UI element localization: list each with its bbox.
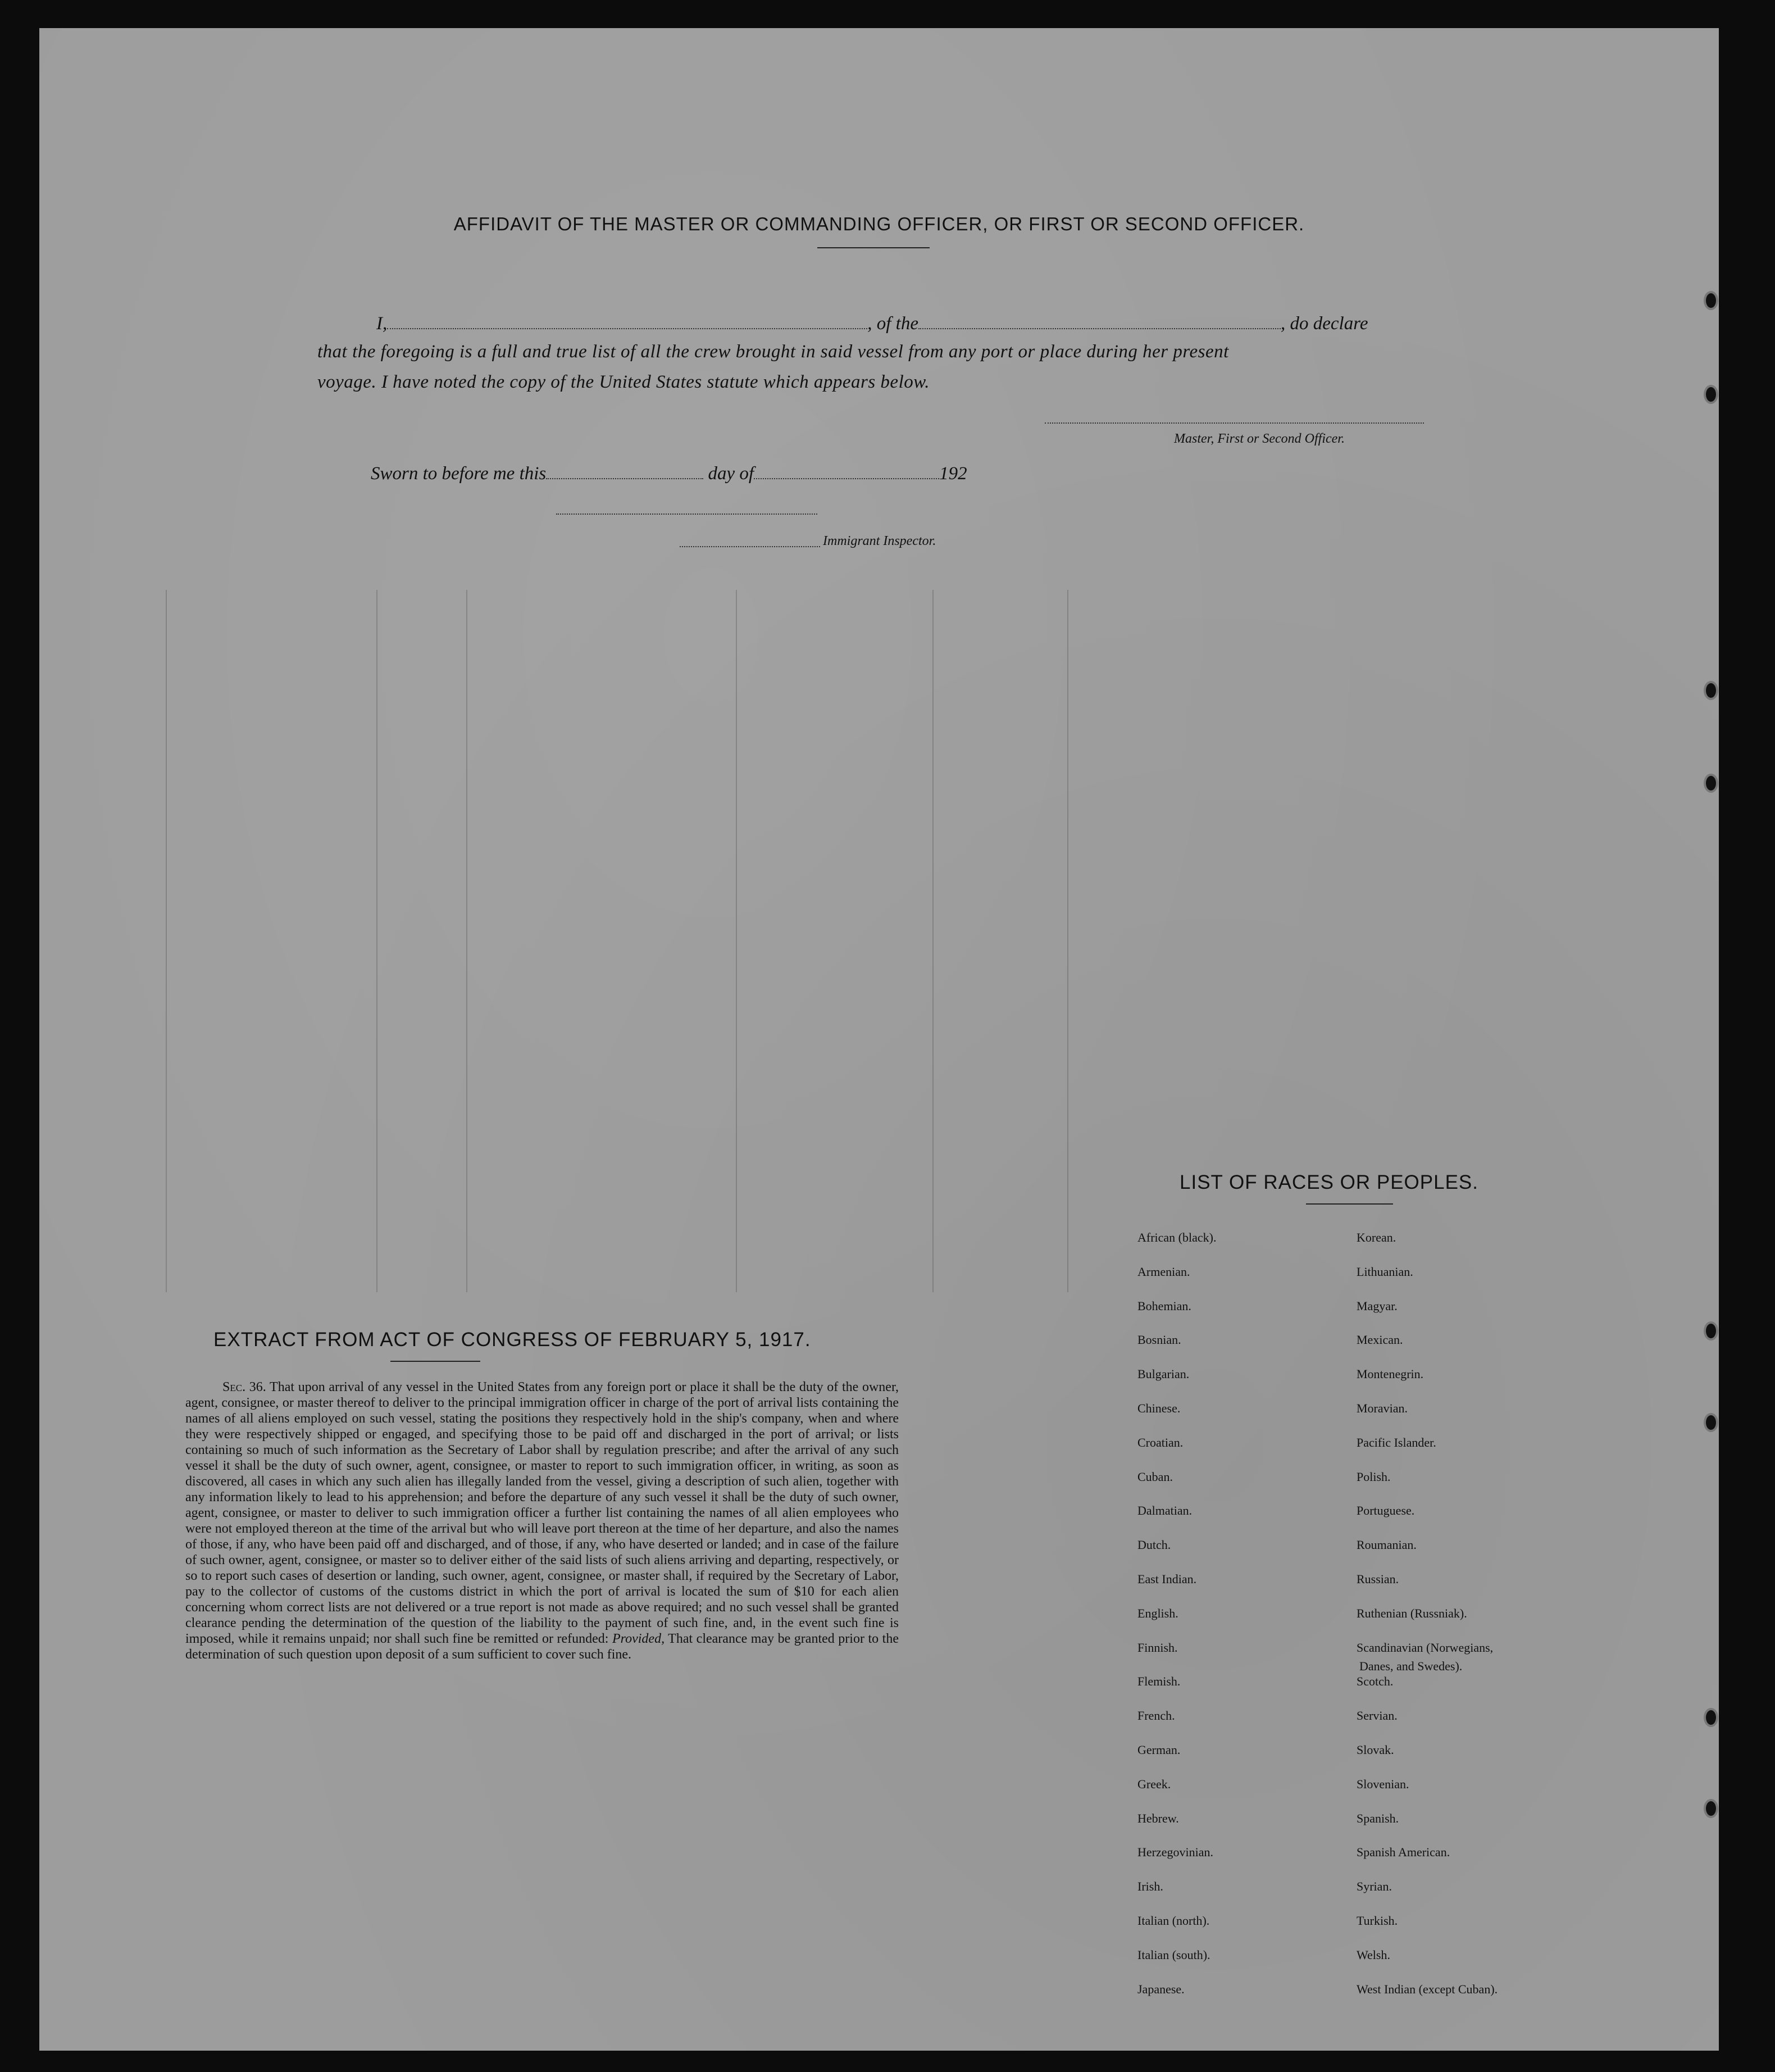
affidavit-title: AFFIDAVIT OF THE MASTER OR COMMANDING OFFICER, OR FIRST OR SECOND OFFICER. <box>453 213 1305 234</box>
race-item: Armenian. <box>1137 1264 1190 1279</box>
race-item: Polish. <box>1357 1469 1391 1484</box>
sworn-year: 192 <box>939 464 967 484</box>
race-item: Slovenian. <box>1357 1776 1409 1791</box>
race-item: Japanese. <box>1137 1982 1185 1996</box>
inspector-caption: Immigrant Inspector. <box>823 534 936 548</box>
binder-hole <box>1704 1321 1718 1341</box>
document-page <box>39 28 1719 2051</box>
declaration-line-3: voyage. I have noted the copy of the United States statute which appears below. <box>317 372 930 392</box>
race-item: Moravian. <box>1357 1401 1408 1415</box>
races-title: LIST OF RACES OR PEOPLES. <box>1180 1171 1479 1193</box>
race-item: Slovak. <box>1357 1743 1394 1757</box>
race-item: Bohemian. <box>1137 1298 1191 1313</box>
race-item: Welsh. <box>1357 1947 1390 1962</box>
race-item: Korean. <box>1357 1230 1396 1244</box>
race-item: Spanish. <box>1357 1811 1399 1825</box>
ghost-rule <box>166 590 167 1292</box>
race-scandinavian-continued: Danes, and Swedes). <box>1359 1659 1463 1673</box>
inspector-signature-line[interactable] <box>556 512 817 515</box>
race-item: Mexican. <box>1357 1333 1403 1347</box>
race-item: Russian. <box>1357 1572 1399 1586</box>
race-item: Lithuanian. <box>1357 1264 1413 1279</box>
month-blank[interactable] <box>754 464 939 479</box>
race-item: Greek. <box>1137 1776 1171 1791</box>
section-body: That upon arrival of any vessel in the United States from any foreign port or place it shall be the duty of the owner, agent, consignee, or master thereof to deliver to the principal immigration officer in charge of the port of arrival lists containing the names of all aliens employed on such vessel, stating the positions they respectively hold in the ship's company, when and where they were respectively shipped or engaged, and specifying those to be paid off and discharged in the port of arrival; or lists containing so much of such information as the Secretary of Labor shall by regulation prescribe; and after the arrival of any such vessel it shall be the duty of such owner, agent, consignee, or master to report to such immigration officer, in writing, as soon as discovered, all cases in which any such alien has illegally landed from the vessel, giving a description of such alien, together with any information likely to lead to his apprehension; and before the departure of any such vessel it shall be the duty of such owner, agent, consignee, or master to deliver to such immigration officer a further list containing the names of all alien employees who were not employed thereon at the time of the arrival but who will leave port thereon at the time of her departure, and also the names of those, if any, who have been paid off and discharged, and of those, if any, who have deserted or landed; and in case of the failure of such owner, agent, consignee, or master so to deliver either of the said lists of such aliens arriving and departing, respectively, or so to report such cases of desertion or landing, such owner, agent, consignee, or master shall, if required by the Secretary of Labor, pay to the collector of customs of the customs district in which the port of arrival is located the sum of $10 for each alien concerning whom correct lists are not delivered or a true report is not made as above required; and no such vessel shall be granted clearance pending the determination of the question of the liability to the payment of such fine, and, in the event such fine is imposed, while it remains unpaid; nor shall such fine be remitted or refunded: <box>185 1380 899 1646</box>
race-item: Syrian. <box>1357 1879 1392 1894</box>
extract-divider <box>390 1361 480 1362</box>
declaration-do-declare: , do declare <box>1280 313 1368 334</box>
race-item: Montenegrin. <box>1357 1367 1424 1382</box>
race-item: Herzegovinian. <box>1137 1845 1213 1860</box>
races-divider <box>1306 1203 1393 1205</box>
race-item: Bosnian. <box>1137 1333 1181 1347</box>
declaration-line-2: that the foregoing is a full and true list of all the crew brought in said vessel from any port or place during her present <box>317 342 1229 362</box>
ghost-rule <box>1067 590 1068 1292</box>
binder-hole <box>1704 1413 1718 1432</box>
race-item: Dalmatian. <box>1137 1503 1193 1518</box>
master-signature-line[interactable] <box>1045 421 1424 424</box>
race-item: English. <box>1137 1606 1178 1620</box>
race-item: Chinese. <box>1137 1401 1181 1415</box>
proviso-word: Provided, <box>612 1632 665 1646</box>
master-caption: Master, First or Second Officer. <box>1174 431 1345 446</box>
binder-hole <box>1704 774 1718 793</box>
race-item: German. <box>1137 1743 1181 1757</box>
ghost-rule <box>932 590 934 1292</box>
race-item: Flemish. <box>1137 1674 1181 1689</box>
race-item: Finnish. <box>1137 1640 1178 1655</box>
race-item: Irish. <box>1137 1879 1163 1894</box>
race-item: Portuguese. <box>1357 1503 1415 1518</box>
sworn-day-of: day of <box>708 464 754 484</box>
race-item: Spanish American. <box>1357 1845 1450 1860</box>
race-item: African (black). <box>1137 1230 1217 1244</box>
inspector-underline <box>680 545 820 547</box>
race-item: East Indian. <box>1137 1572 1197 1586</box>
race-item: West Indian (except Cuban). <box>1357 1982 1498 1996</box>
title-divider <box>817 247 930 248</box>
race-item: Croatian. <box>1137 1435 1184 1450</box>
race-item: Scotch. <box>1357 1674 1394 1689</box>
day-blank[interactable] <box>546 464 703 479</box>
binder-hole <box>1704 385 1718 404</box>
vessel-blank[interactable] <box>918 313 1281 329</box>
ghost-rule <box>466 590 467 1292</box>
declaration-line <box>376 313 1368 334</box>
race-item: Italian (north). <box>1137 1914 1210 1928</box>
race-item: Turkish. <box>1357 1914 1398 1928</box>
race-item: French. <box>1137 1709 1175 1723</box>
race-item: Magyar. <box>1357 1298 1398 1313</box>
binder-hole <box>1704 681 1718 700</box>
sworn-line <box>371 464 967 484</box>
proviso-text: That clearance may be granted prior to the determination of such question upon deposit of a sum sufficient to cover such fine. <box>185 1632 899 1662</box>
race-item: Scandinavian (Norwegians, <box>1357 1640 1494 1655</box>
race-item: Dutch. <box>1137 1538 1171 1552</box>
race-item: Hebrew. <box>1137 1811 1179 1825</box>
race-item: Servian. <box>1357 1709 1398 1723</box>
name-blank[interactable] <box>387 313 867 329</box>
binder-hole <box>1704 1708 1718 1727</box>
declaration-i: I, <box>376 313 388 334</box>
race-item: Ruthenian (Russniak). <box>1357 1606 1467 1620</box>
ghost-rule <box>376 590 377 1292</box>
binder-hole <box>1704 1799 1718 1818</box>
section-label: Sec. 36. <box>222 1380 266 1394</box>
binder-hole <box>1704 291 1718 310</box>
sworn-prefix: Sworn to before me this <box>371 464 547 484</box>
race-item: Bulgarian. <box>1137 1367 1190 1382</box>
ghost-rule <box>736 590 737 1292</box>
declaration-of-the: , of the <box>867 313 918 334</box>
race-item: Roumanian. <box>1357 1538 1417 1552</box>
race-item: Cuban. <box>1137 1469 1173 1484</box>
race-item: Pacific Islander. <box>1357 1435 1436 1450</box>
race-item: Italian (south). <box>1137 1947 1210 1962</box>
extract-title: EXTRACT FROM ACT OF CONGRESS OF FEBRUARY 5, 1917. <box>213 1329 811 1351</box>
section-36-text <box>185 1379 899 1662</box>
